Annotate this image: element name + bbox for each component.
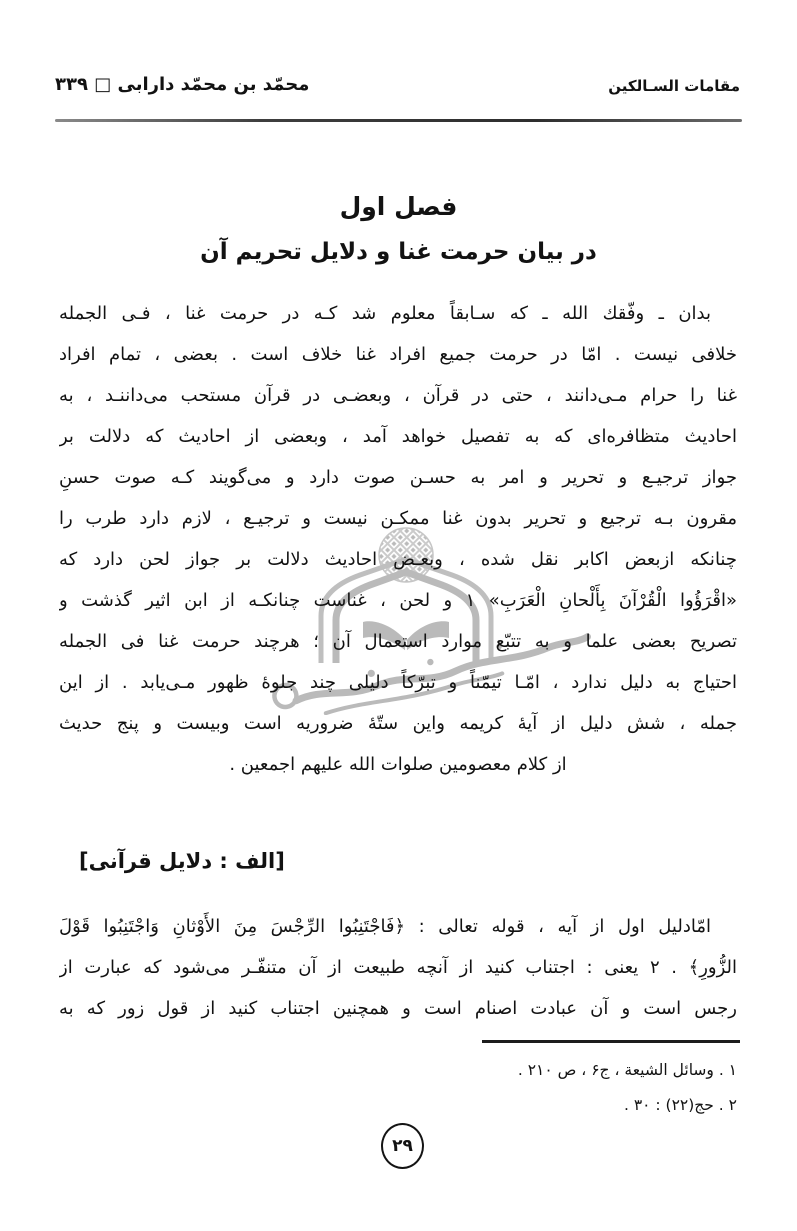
page-number-badge	[381, 1123, 424, 1169]
text-line: رجس است و آن عبادت اصنام است و همچنين اجتناب كنيد از قول زور كه به	[59, 998, 737, 1019]
text-line: احتياج به دليل ندارد ، امّـا تيمّناً و تبرّكاً دليلى چند جلوهٔ ظهور مـى‌يابد . از اين	[59, 672, 737, 693]
text-line: خلافى نيست . امّا در حرمت جميع افراد غنا خلاف است . بعضى ، تمام افراد	[59, 344, 737, 365]
text-line: جواز ترجيـع و تحرير و امر به حسـن صوت دارد و مى‌گويند كـه صوت حسنِ	[59, 467, 737, 488]
text-line: امّادليل اول از آيه ، قوله تعالى : ﴿فَاجْتَنِبُوا الرِّجْسَ مِنَ الأَوْثانِ وَاجْتَنِبُوا قَوْلَ	[59, 916, 711, 937]
paragraph-main	[59, 293, 737, 785]
footnote-separator	[482, 1040, 740, 1043]
paragraph-proof	[59, 906, 737, 1029]
chapter-title: فصل اول	[339, 192, 458, 221]
text-line: بدان ـ وفّقك الله ـ كه سـابقاً معلوم شد كـه در حرمت غنا ، فـى الجمله	[59, 303, 711, 324]
section-heading	[59, 849, 737, 873]
text-line: الزُّورِ﴾ . ۲ يعنى : اجتناب كنيد از آنچه طبيعت از آن متنفّـر مى‌شود كه عبارت از	[59, 957, 737, 978]
footnotes	[59, 1053, 737, 1123]
text-line: احاديث متظافره‌اى كه به تفصيل خواهد آمد ، وبعضى از احاديث كه دلالت بر	[59, 426, 737, 447]
text-line: تصريح بعضى علما و به تتبّع موارد استعمال آن ؛ هرچند حرمت غنا فى الجمله	[59, 631, 737, 652]
text-line: چنانكه ازبعض اكابر نقل شده ، وبعـض احاديث دلالت بر جواز لحن دارد كه	[59, 549, 737, 570]
page-header	[55, 74, 740, 95]
chapter-subtitle: در بيان حرمت غنا و دلايل تحريم آن	[200, 239, 597, 265]
text-line: «اقْرَؤُوا الْقُرْآنَ بِأَلْحانِ الْعَرَبِ» ۱ و لحن ، غناست چنانكـه از ابن اثير گذشت و	[59, 590, 737, 611]
header-rule	[55, 119, 742, 122]
page-number: ۲۹	[392, 1136, 413, 1156]
text-line: جمله ، شش دليل از آيهٔ كريمه واين ستّهٔ ضروريه است وبيست و پنج حديث	[59, 713, 737, 734]
section-heading-label: [الف : دلايل قرآنی]	[79, 849, 285, 873]
footnote: ۲ . حج(۲۲) : ۳۰ .	[623, 1096, 737, 1114]
running-title-left: محمّد بن محمّد دارابی □ ۳۳۹	[55, 74, 310, 95]
running-title-right: مقامات السـالكين	[608, 77, 740, 95]
text-line: از كلام معصومين صلوات الله عليهم اجمعين .	[229, 754, 567, 775]
text-line: مقرون بـه ترجيع و تحرير بدون غنا ممكـن نيست و ترجيـع ، لازم دارد طرب را	[59, 508, 737, 529]
text-line: غنا را حرام مـى‌دانند ، حتى در قرآن ، وبعضـى در قرآن مستحب مى‌داننـد ، به	[59, 385, 737, 406]
footnote: ۱ . وسائل الشيعة ، ج۶ ، ص ۲۱۰ .	[517, 1061, 737, 1079]
